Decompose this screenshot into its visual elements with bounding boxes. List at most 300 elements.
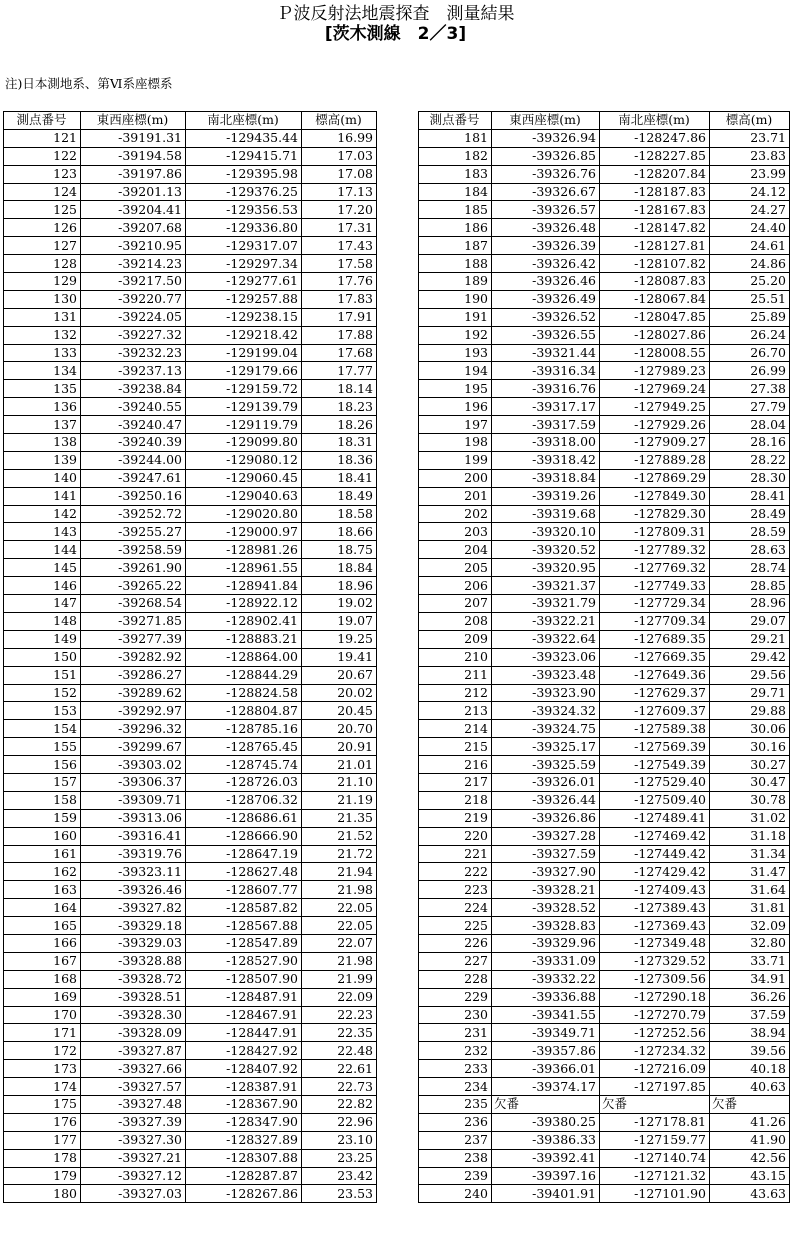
table-row bbox=[419, 577, 790, 595]
table-row bbox=[4, 756, 377, 774]
table-row bbox=[4, 791, 377, 809]
table-row bbox=[419, 648, 790, 666]
cell-point-number: 231 bbox=[419, 1024, 492, 1042]
cell-easting: -39299.67 bbox=[81, 738, 186, 756]
table-row bbox=[4, 612, 377, 630]
cell-point-number: 161 bbox=[4, 845, 81, 863]
cell-easting: -39326.76 bbox=[492, 165, 600, 183]
cell-easting: -39331.09 bbox=[492, 952, 600, 970]
cell-elevation: 22.35 bbox=[302, 1024, 377, 1042]
cell-point-number: 177 bbox=[4, 1131, 81, 1149]
cell-elevation: 17.88 bbox=[302, 326, 377, 344]
cell-point-number: 214 bbox=[419, 720, 492, 738]
cell-easting: -39268.54 bbox=[81, 595, 186, 613]
cell-point-number: 186 bbox=[419, 219, 492, 237]
cell-point-number: 138 bbox=[4, 434, 81, 452]
cell-northing: -128686.61 bbox=[186, 809, 302, 827]
table-row bbox=[419, 1167, 790, 1185]
cell-elevation: 25.51 bbox=[710, 290, 790, 308]
table-row bbox=[4, 577, 377, 595]
cell-northing: -127234.32 bbox=[600, 1042, 710, 1060]
cell-elevation: 28.16 bbox=[710, 434, 790, 452]
table-row bbox=[419, 988, 790, 1006]
cell-easting: -39326.67 bbox=[492, 183, 600, 201]
table-row bbox=[419, 881, 790, 899]
cell-point-number: 180 bbox=[4, 1185, 81, 1203]
cell-northing: -128647.19 bbox=[186, 845, 302, 863]
table-row bbox=[4, 183, 377, 201]
cell-northing: -129238.15 bbox=[186, 308, 302, 326]
cell-northing: -128745.74 bbox=[186, 756, 302, 774]
table-row bbox=[419, 416, 790, 434]
cell-northing: -128407.92 bbox=[186, 1060, 302, 1078]
cell-northing: -127140.74 bbox=[600, 1149, 710, 1167]
cell-elevation: 23.99 bbox=[710, 165, 790, 183]
cell-elevation: 20.70 bbox=[302, 720, 377, 738]
cell-elevation: 21.52 bbox=[302, 827, 377, 845]
cell-elevation: 42.56 bbox=[710, 1149, 790, 1167]
table-row bbox=[4, 1006, 377, 1024]
survey-table-left bbox=[3, 111, 377, 1203]
table-row bbox=[4, 523, 377, 541]
page-title: Ｐ波反射法地震探査 測量結果 bbox=[276, 4, 515, 24]
cell-easting: -39327.28 bbox=[492, 827, 600, 845]
cell-elevation: 24.61 bbox=[710, 237, 790, 255]
cell-elevation: 24.86 bbox=[710, 255, 790, 273]
cell-point-number: 133 bbox=[4, 344, 81, 362]
cell-point-number: 129 bbox=[4, 273, 81, 291]
cell-elevation: 16.99 bbox=[302, 129, 377, 147]
cell-point-number: 197 bbox=[419, 416, 492, 434]
cell-easting: -39201.13 bbox=[81, 183, 186, 201]
cell-northing: -127529.40 bbox=[600, 773, 710, 791]
cell-elevation: 17.58 bbox=[302, 255, 377, 273]
table-row bbox=[419, 541, 790, 559]
cell-elevation: 19.41 bbox=[302, 648, 377, 666]
table-row bbox=[4, 380, 377, 398]
cell-easting: -39250.16 bbox=[81, 487, 186, 505]
cell-easting: -39319.68 bbox=[492, 505, 600, 523]
cell-elevation: 17.77 bbox=[302, 362, 377, 380]
cell-easting: -39329.18 bbox=[81, 917, 186, 935]
cell-elevation: 31.47 bbox=[710, 863, 790, 881]
cell-elevation: 18.14 bbox=[302, 380, 377, 398]
cell-northing: -129159.72 bbox=[186, 380, 302, 398]
cell-easting: -39265.22 bbox=[81, 577, 186, 595]
table-row bbox=[419, 863, 790, 881]
cell-northing: -127709.34 bbox=[600, 612, 710, 630]
cell-elevation: 22.09 bbox=[302, 988, 377, 1006]
cell-point-number: 210 bbox=[419, 648, 492, 666]
cell-easting: -39327.57 bbox=[81, 1078, 186, 1096]
table-row bbox=[419, 147, 790, 165]
cell-northing: -129060.45 bbox=[186, 469, 302, 487]
cell-northing: -128207.84 bbox=[600, 165, 710, 183]
table-row bbox=[419, 308, 790, 326]
cell-elevation: 36.26 bbox=[710, 988, 790, 1006]
cell-elevation: 18.36 bbox=[302, 451, 377, 469]
cell-elevation: 欠番 bbox=[710, 1095, 790, 1113]
cell-elevation: 22.05 bbox=[302, 917, 377, 935]
cell-point-number: 134 bbox=[4, 362, 81, 380]
cell-northing: -127809.31 bbox=[600, 523, 710, 541]
table-row bbox=[4, 129, 377, 147]
table-row bbox=[4, 147, 377, 165]
table-row bbox=[419, 917, 790, 935]
cell-point-number: 215 bbox=[419, 738, 492, 756]
table-row bbox=[419, 1024, 790, 1042]
cell-easting: -39327.82 bbox=[81, 899, 186, 917]
cell-point-number: 121 bbox=[4, 129, 81, 147]
cell-elevation: 25.20 bbox=[710, 273, 790, 291]
cell-northing: -128047.85 bbox=[600, 308, 710, 326]
cell-point-number: 224 bbox=[419, 899, 492, 917]
table-row bbox=[419, 1078, 790, 1096]
cell-easting: -39306.37 bbox=[81, 773, 186, 791]
cell-point-number: 170 bbox=[4, 1006, 81, 1024]
cell-point-number: 125 bbox=[4, 201, 81, 219]
cell-easting: -39320.10 bbox=[492, 523, 600, 541]
cell-easting: -39282.92 bbox=[81, 648, 186, 666]
cell-elevation: 43.15 bbox=[710, 1167, 790, 1185]
cell-elevation: 18.84 bbox=[302, 559, 377, 577]
header-northing: 南北座標(m) bbox=[600, 112, 710, 130]
cell-easting: -39326.49 bbox=[492, 290, 600, 308]
cell-point-number: 188 bbox=[419, 255, 492, 273]
cell-point-number: 159 bbox=[4, 809, 81, 827]
cell-point-number: 141 bbox=[4, 487, 81, 505]
cell-easting: -39217.50 bbox=[81, 273, 186, 291]
cell-elevation: 23.53 bbox=[302, 1185, 377, 1203]
cell-elevation: 22.23 bbox=[302, 1006, 377, 1024]
cell-easting: -39328.72 bbox=[81, 970, 186, 988]
cell-point-number: 147 bbox=[4, 595, 81, 613]
cell-elevation: 21.10 bbox=[302, 773, 377, 791]
cell-easting: -39207.68 bbox=[81, 219, 186, 237]
cell-elevation: 17.76 bbox=[302, 273, 377, 291]
table-row bbox=[4, 1113, 377, 1131]
cell-elevation: 23.25 bbox=[302, 1149, 377, 1167]
table-row bbox=[4, 255, 377, 273]
cell-northing: -128844.29 bbox=[186, 666, 302, 684]
table-row bbox=[419, 1060, 790, 1078]
table-row bbox=[419, 630, 790, 648]
cell-northing: -129020.80 bbox=[186, 505, 302, 523]
cell-easting: -39286.27 bbox=[81, 666, 186, 684]
cell-point-number: 187 bbox=[419, 237, 492, 255]
cell-northing: -127829.30 bbox=[600, 505, 710, 523]
table-row bbox=[419, 934, 790, 952]
table-row bbox=[419, 1042, 790, 1060]
cell-easting: -39332.22 bbox=[492, 970, 600, 988]
table-row bbox=[4, 487, 377, 505]
cell-northing: -128765.45 bbox=[186, 738, 302, 756]
cell-point-number: 126 bbox=[4, 219, 81, 237]
cell-easting: -39317.59 bbox=[492, 416, 600, 434]
cell-point-number: 175 bbox=[4, 1095, 81, 1113]
cell-elevation: 26.24 bbox=[710, 326, 790, 344]
cell-easting: -39227.32 bbox=[81, 326, 186, 344]
cell-point-number: 148 bbox=[4, 612, 81, 630]
cell-elevation: 28.04 bbox=[710, 416, 790, 434]
cell-easting: -39318.84 bbox=[492, 469, 600, 487]
cell-elevation: 41.26 bbox=[710, 1113, 790, 1131]
cell-elevation: 32.80 bbox=[710, 934, 790, 952]
cell-point-number: 178 bbox=[4, 1149, 81, 1167]
cell-easting: -39316.41 bbox=[81, 827, 186, 845]
header-easting: 東西座標(m) bbox=[81, 112, 186, 130]
cell-easting: -39386.33 bbox=[492, 1131, 600, 1149]
table-row bbox=[4, 595, 377, 613]
header-easting: 東西座標(m) bbox=[492, 112, 600, 130]
cell-elevation: 19.25 bbox=[302, 630, 377, 648]
cell-elevation: 30.47 bbox=[710, 773, 790, 791]
cell-easting: -39323.90 bbox=[492, 684, 600, 702]
cell-northing: -128027.86 bbox=[600, 326, 710, 344]
cell-northing: -129356.53 bbox=[186, 201, 302, 219]
cell-point-number: 213 bbox=[419, 702, 492, 720]
cell-easting: -39277.39 bbox=[81, 630, 186, 648]
table-row bbox=[419, 899, 790, 917]
cell-easting: -39197.86 bbox=[81, 165, 186, 183]
cell-elevation: 29.21 bbox=[710, 630, 790, 648]
cell-point-number: 181 bbox=[419, 129, 492, 147]
cell-easting: -39349.71 bbox=[492, 1024, 600, 1042]
table-row bbox=[419, 1006, 790, 1024]
cell-easting: -39327.21 bbox=[81, 1149, 186, 1167]
cell-elevation: 17.43 bbox=[302, 237, 377, 255]
cell-point-number: 237 bbox=[419, 1131, 492, 1149]
cell-easting: -39244.00 bbox=[81, 451, 186, 469]
cell-northing: -127216.09 bbox=[600, 1060, 710, 1078]
cell-northing: -127409.43 bbox=[600, 881, 710, 899]
cell-elevation: 43.63 bbox=[710, 1185, 790, 1203]
cell-northing: -128961.55 bbox=[186, 559, 302, 577]
cell-point-number: 182 bbox=[419, 147, 492, 165]
cell-elevation: 22.73 bbox=[302, 1078, 377, 1096]
cell-northing: -127769.32 bbox=[600, 559, 710, 577]
cell-northing: -129317.07 bbox=[186, 237, 302, 255]
table-row bbox=[419, 595, 790, 613]
cell-elevation: 20.67 bbox=[302, 666, 377, 684]
cell-elevation: 17.91 bbox=[302, 308, 377, 326]
cell-easting: -39237.13 bbox=[81, 362, 186, 380]
cell-northing: -129277.61 bbox=[186, 273, 302, 291]
cell-point-number: 217 bbox=[419, 773, 492, 791]
cell-elevation: 23.42 bbox=[302, 1167, 377, 1185]
cell-northing: -128227.85 bbox=[600, 147, 710, 165]
cell-northing: -127969.24 bbox=[600, 380, 710, 398]
cell-easting: -39326.86 bbox=[492, 809, 600, 827]
cell-easting: -39323.06 bbox=[492, 648, 600, 666]
cell-easting: -39328.83 bbox=[492, 917, 600, 935]
cell-easting: -39328.88 bbox=[81, 952, 186, 970]
cell-easting: -39296.32 bbox=[81, 720, 186, 738]
table-row bbox=[419, 809, 790, 827]
cell-point-number: 176 bbox=[4, 1113, 81, 1131]
table-row bbox=[419, 434, 790, 452]
cell-easting: -39328.51 bbox=[81, 988, 186, 1006]
cell-point-number: 136 bbox=[4, 398, 81, 416]
cell-elevation: 30.16 bbox=[710, 738, 790, 756]
table-row bbox=[4, 970, 377, 988]
cell-elevation: 21.01 bbox=[302, 756, 377, 774]
cell-point-number: 157 bbox=[4, 773, 81, 791]
cell-easting: -39318.00 bbox=[492, 434, 600, 452]
cell-point-number: 212 bbox=[419, 684, 492, 702]
cell-northing: -127197.85 bbox=[600, 1078, 710, 1096]
cell-easting: -39224.05 bbox=[81, 308, 186, 326]
cell-northing: -127449.42 bbox=[600, 845, 710, 863]
cell-elevation: 20.45 bbox=[302, 702, 377, 720]
cell-northing: -128187.83 bbox=[600, 183, 710, 201]
cell-northing: -127252.56 bbox=[600, 1024, 710, 1042]
table-row bbox=[4, 451, 377, 469]
cell-point-number: 236 bbox=[419, 1113, 492, 1131]
cell-elevation: 40.63 bbox=[710, 1078, 790, 1096]
cell-easting: -39261.90 bbox=[81, 559, 186, 577]
table-row bbox=[4, 1131, 377, 1149]
header-elevation: 標高(m) bbox=[710, 112, 790, 130]
cell-point-number: 190 bbox=[419, 290, 492, 308]
table-row bbox=[419, 1095, 790, 1113]
datum-note: 注)日本測地系、第Ⅵ系座標系 bbox=[5, 76, 173, 91]
cell-northing: -128267.86 bbox=[186, 1185, 302, 1203]
cell-elevation: 17.13 bbox=[302, 183, 377, 201]
cell-northing: -127929.26 bbox=[600, 416, 710, 434]
cell-elevation: 41.90 bbox=[710, 1131, 790, 1149]
cell-northing: -127569.39 bbox=[600, 738, 710, 756]
table-row bbox=[4, 934, 377, 952]
cell-easting: -39327.59 bbox=[492, 845, 600, 863]
cell-point-number: 174 bbox=[4, 1078, 81, 1096]
cell-northing: -129395.98 bbox=[186, 165, 302, 183]
cell-elevation: 22.96 bbox=[302, 1113, 377, 1131]
table-row bbox=[4, 416, 377, 434]
cell-elevation: 21.19 bbox=[302, 791, 377, 809]
cell-easting: -39258.59 bbox=[81, 541, 186, 559]
table-row bbox=[4, 827, 377, 845]
cell-elevation: 31.34 bbox=[710, 845, 790, 863]
cell-point-number: 234 bbox=[419, 1078, 492, 1096]
table-row bbox=[419, 255, 790, 273]
cell-elevation: 30.27 bbox=[710, 756, 790, 774]
cell-elevation: 29.71 bbox=[710, 684, 790, 702]
cell-easting: -39204.41 bbox=[81, 201, 186, 219]
cell-point-number: 152 bbox=[4, 684, 81, 702]
cell-point-number: 205 bbox=[419, 559, 492, 577]
table-row bbox=[4, 398, 377, 416]
cell-point-number: 139 bbox=[4, 451, 81, 469]
cell-elevation: 28.96 bbox=[710, 595, 790, 613]
table-row bbox=[4, 219, 377, 237]
cell-northing: -127290.18 bbox=[600, 988, 710, 1006]
cell-northing: -128247.86 bbox=[600, 129, 710, 147]
table-header-row bbox=[4, 112, 377, 130]
cell-easting: -39240.55 bbox=[81, 398, 186, 416]
table-row bbox=[4, 541, 377, 559]
header-point-number: 測点番号 bbox=[4, 112, 81, 130]
cell-easting: -39191.31 bbox=[81, 129, 186, 147]
cell-point-number: 169 bbox=[4, 988, 81, 1006]
cell-elevation: 24.12 bbox=[710, 183, 790, 201]
cell-elevation: 20.02 bbox=[302, 684, 377, 702]
cell-easting: 欠番 bbox=[492, 1095, 600, 1113]
cell-northing: -128922.12 bbox=[186, 595, 302, 613]
cell-point-number: 172 bbox=[4, 1042, 81, 1060]
cell-northing: -129435.44 bbox=[186, 129, 302, 147]
table-row bbox=[4, 666, 377, 684]
table-row bbox=[419, 469, 790, 487]
cell-easting: -39326.48 bbox=[492, 219, 600, 237]
table-row bbox=[419, 505, 790, 523]
cell-northing: -127589.38 bbox=[600, 720, 710, 738]
cell-point-number: 137 bbox=[4, 416, 81, 434]
cell-easting: -39326.85 bbox=[492, 147, 600, 165]
cell-easting: -39328.30 bbox=[81, 1006, 186, 1024]
cell-point-number: 140 bbox=[4, 469, 81, 487]
table-row bbox=[419, 952, 790, 970]
table-row bbox=[419, 756, 790, 774]
cell-easting: -39325.17 bbox=[492, 738, 600, 756]
cell-elevation: 24.40 bbox=[710, 219, 790, 237]
cell-easting: -39210.95 bbox=[81, 237, 186, 255]
table-row bbox=[419, 1113, 790, 1131]
cell-easting: -39240.47 bbox=[81, 416, 186, 434]
cell-point-number: 191 bbox=[419, 308, 492, 326]
cell-northing: -128666.90 bbox=[186, 827, 302, 845]
cell-point-number: 145 bbox=[4, 559, 81, 577]
cell-easting: -39232.23 bbox=[81, 344, 186, 362]
table-row bbox=[419, 1185, 790, 1203]
cell-elevation: 30.06 bbox=[710, 720, 790, 738]
table-row bbox=[4, 702, 377, 720]
table-row bbox=[419, 684, 790, 702]
cell-easting: -39289.62 bbox=[81, 684, 186, 702]
cell-elevation: 38.94 bbox=[710, 1024, 790, 1042]
header-elevation: 標高(m) bbox=[302, 112, 377, 130]
cell-elevation: 31.18 bbox=[710, 827, 790, 845]
cell-point-number: 201 bbox=[419, 487, 492, 505]
table-row bbox=[419, 129, 790, 147]
cell-easting: -39238.84 bbox=[81, 380, 186, 398]
table-row bbox=[419, 201, 790, 219]
cell-northing: -127429.42 bbox=[600, 863, 710, 881]
cell-northing: -128467.91 bbox=[186, 1006, 302, 1024]
cell-northing: -128447.91 bbox=[186, 1024, 302, 1042]
cell-elevation: 25.89 bbox=[710, 308, 790, 326]
cell-point-number: 123 bbox=[4, 165, 81, 183]
cell-northing: -129179.66 bbox=[186, 362, 302, 380]
cell-elevation: 22.82 bbox=[302, 1095, 377, 1113]
cell-point-number: 162 bbox=[4, 863, 81, 881]
cell-elevation: 28.59 bbox=[710, 523, 790, 541]
table-row bbox=[419, 1149, 790, 1167]
cell-point-number: 165 bbox=[4, 917, 81, 935]
cell-point-number: 230 bbox=[419, 1006, 492, 1024]
cell-northing: -127849.30 bbox=[600, 487, 710, 505]
cell-easting: -39322.21 bbox=[492, 612, 600, 630]
cell-elevation: 28.22 bbox=[710, 451, 790, 469]
cell-northing: -128507.90 bbox=[186, 970, 302, 988]
cell-point-number: 239 bbox=[419, 1167, 492, 1185]
cell-northing: -127989.23 bbox=[600, 362, 710, 380]
cell-easting: -39328.09 bbox=[81, 1024, 186, 1042]
table-row bbox=[4, 899, 377, 917]
cell-easting: -39240.39 bbox=[81, 434, 186, 452]
cell-northing: -127270.79 bbox=[600, 1006, 710, 1024]
cell-northing: -128726.03 bbox=[186, 773, 302, 791]
